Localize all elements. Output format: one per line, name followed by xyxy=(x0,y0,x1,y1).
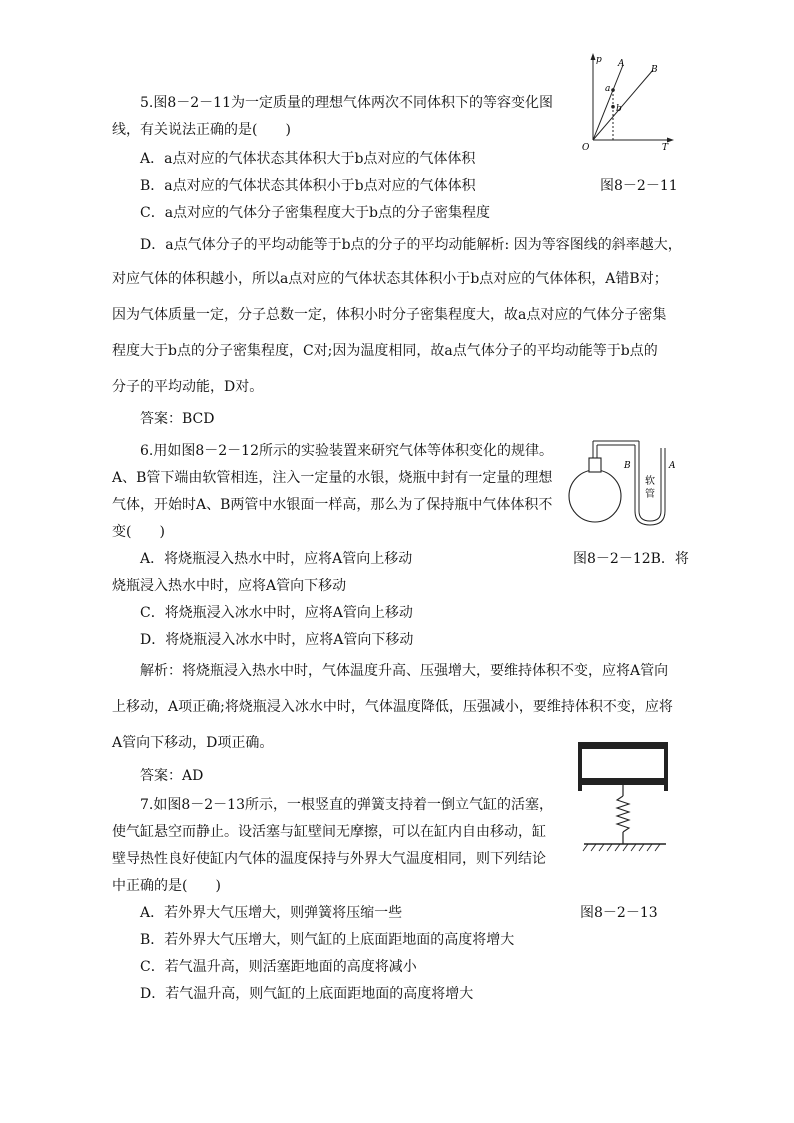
p-axis-arrow xyxy=(591,53,596,60)
q7-option-b: B．若外界大气压增大，则气缸的上底面距地面的高度将增大 xyxy=(140,932,515,948)
q5-stem-line-2: 线，有关说法正确的是( ) xyxy=(112,122,291,138)
point-b-label: b xyxy=(616,104,622,114)
point-a-dot xyxy=(611,88,615,92)
q6-option-c: C．将烧瓶浸入冰水中时，应将A管向上移动 xyxy=(140,605,413,621)
q6-option-d: D．将烧瓶浸入冰水中时，应将A管向下移动 xyxy=(140,632,414,648)
q7-option-c: C．若气温升高，则活塞距地面的高度将减小 xyxy=(140,959,417,975)
q5-stem-line-1: 5.图8－2－11为一定质量的理想气体两次不同体积下的等容变化图 xyxy=(140,95,553,111)
q5-answer: 答案：BCD xyxy=(140,411,215,427)
cylinder-top xyxy=(578,742,668,749)
q7-cylinder-spring-figure xyxy=(574,740,676,858)
soft-tube-inner xyxy=(639,511,661,521)
p-label: p xyxy=(596,55,602,65)
q7-stem-line-2: 使气缸悬空而静止。设活塞与缸壁间无摩擦，可以在缸内自由移动，缸 xyxy=(112,824,546,840)
q6-option-a: A．将烧瓶浸入热水中时，应将A管向上移动 xyxy=(140,551,413,567)
spring-coil xyxy=(617,796,629,832)
q5-option-b: B．a点对应的气体状态其体积小于b点对应的气体体积 xyxy=(140,178,476,194)
piston xyxy=(582,778,664,785)
line-b-label: B xyxy=(651,65,658,75)
q5-option-c: C．a点对应的气体分子密集程度大于b点的分子密集程度 xyxy=(140,205,491,221)
ground-hatching xyxy=(583,844,660,851)
q6-explanation-line-2: 上移动，A项正确;将烧瓶浸入冰水中时，气体温度降低，压强减小，要维持体积不变，应将 xyxy=(112,699,673,715)
q7-option-a: A．若外界大气压增大，则弹簧将压缩一些 xyxy=(140,905,403,921)
t-label: T xyxy=(662,143,669,150)
q7-figure-caption: 图8－2－13 xyxy=(580,905,658,921)
origin-label: O xyxy=(582,143,590,150)
q5-pt-graph-figure xyxy=(578,50,678,150)
flask-body xyxy=(569,470,621,522)
t-axis-arrow xyxy=(667,138,674,143)
q6-explanation-line-3: A管向下移动，D项正确。 xyxy=(112,735,274,751)
q7-option-d: D．若气温升高，则气缸的上底面距地面的高度将增大 xyxy=(140,986,474,1002)
q5-option-d: D．a点气体分子的平均动能等于b点的分子的平均动能解析: 因为等容图线的斜率越大， xyxy=(140,237,682,253)
soft-tube-label-1: 软 xyxy=(645,476,655,487)
isochore-line-b xyxy=(593,70,653,140)
q5-explanation-line-2: 因为气体质量一定，分子总数一定，体积小时分子密集程度大，故a点对应的气体分子密集 xyxy=(112,307,667,323)
q6-stem-line-3: 气体，开始时A、B两管中水银面一样高，那么为了保持瓶中气体体积不 xyxy=(112,497,553,513)
q5-explanation-line-4: 分子的平均动能，D对。 xyxy=(112,379,264,395)
q6-explanation-line-1: 解析：将烧瓶浸入热水中时，气体温度升高、压强增大，要维持体积不变，应将A管向 xyxy=(140,663,669,679)
q7-stem-line-1: 7.如图8－2－13所示，一根竖直的弹簧支持着一倒立气缸的活塞， xyxy=(140,797,553,813)
tube-a-label: A xyxy=(669,461,676,471)
q6-answer: 答案：AD xyxy=(140,768,204,784)
q5-option-a: A．a点对应的气体状态其体积大于b点对应的气体体积 xyxy=(140,151,476,167)
isochore-line-a xyxy=(593,65,623,140)
q5-figure-caption: 图8－2－11 xyxy=(600,178,678,194)
point-a-label: a xyxy=(605,84,611,94)
line-a-label: A xyxy=(618,59,625,69)
flask-neck xyxy=(589,458,601,472)
tube-b-label: B xyxy=(624,461,631,471)
q6-figure-caption: 图8－2－12B．将 xyxy=(573,551,689,567)
q6-stem-line-4: 变( ) xyxy=(112,524,165,540)
q6-option-b-continued: 烧瓶浸入热水中时，应将A管向下移动 xyxy=(112,578,347,594)
q7-stem-line-4: 中正确的是( ) xyxy=(112,878,221,894)
q6-stem-line-2: A、B管下端由软管相连，注入一定量的水银，烧瓶中封有一定量的理想 xyxy=(112,470,553,486)
q5-explanation-line-1: 对应气体的体积越小，所以a点对应的气体状态其体积小于b点对应的气体体积，A错B对； xyxy=(112,271,668,287)
cylinder-left-wall xyxy=(578,749,582,791)
q5-explanation-line-3: 程度大于b点的分子密集程度，C对;因为温度相同，故a点气体分子的平均动能等于b点的 xyxy=(112,343,658,359)
soft-tube-label-2: 管 xyxy=(645,489,655,500)
point-b-dot xyxy=(611,105,615,109)
q7-stem-line-3: 壁导热性良好使缸内气体的温度保持与外界大气温度相同，则下列结论 xyxy=(112,851,546,867)
q6-stem-line-1: 6.用如图8－2－12所示的实验装置来研究气体等体积变化的规律。 xyxy=(140,443,553,459)
cylinder-right-wall xyxy=(664,749,668,791)
q6-flask-apparatus-figure xyxy=(567,436,687,528)
